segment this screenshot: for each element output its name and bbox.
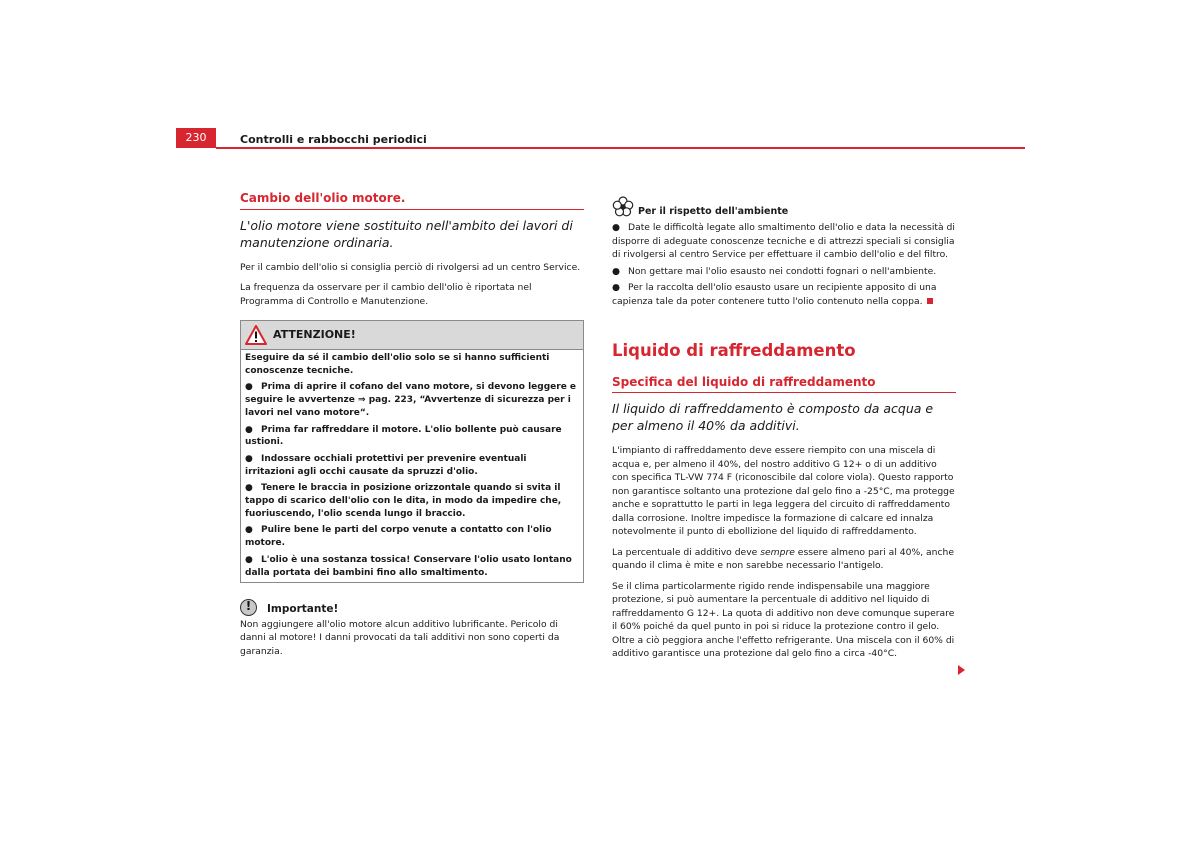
- sub-heading-coolant-spec: Specifica del liquido di raffreddamento: [612, 376, 956, 394]
- exclamation-circle-icon: !: [240, 599, 257, 616]
- paragraph: La percentuale di additivo deve sempre essere almeno pari al 40%, anche quando il clima è mite e non sarebbe necessario l'antigelo.: [612, 546, 955, 571]
- warning-box: [240, 320, 584, 583]
- paragraph: L'impianto di raffreddamento deve essere riempito con una miscela di acqua e, per almeno il 40%, del nostro additivo G 12+ o di un additivo con specifica TL-VW 774 F (riconoscibile dal colore viola). Questo rapporto non garantisce soltanto una protezione dal gelo fino a -25°C, ma protegge anche e soprattutto le parti in lega leggera del circuito di raffreddamento dalla corrosione. Inoltre impedisce la formazione di calcare ed innalza notevolmente il punto di ebollizione del liquido di raffreddamento.: [612, 445, 955, 537]
- bullet-icon: ●: [245, 453, 253, 464]
- environment-item: ● Per la raccolta dell'olio esausto usare un recipiente apposito di una capienza tale da poter contenere tutto l'olio contenuto nella coppa.: [612, 282, 937, 307]
- warning-triangle-icon: [245, 325, 267, 345]
- flower-icon: [612, 196, 634, 218]
- running-title: Controlli e rabbocchi periodici: [240, 133, 427, 146]
- warning-item: ● Indossare occhiali protettivi per prevenire eventuali irritazioni agli occhi causate da spruzzi d'olio.: [245, 453, 527, 477]
- continue-arrow-icon: [958, 665, 965, 675]
- warning-item: ● Tenere le braccia in posizione orizzontale quando si svita il tappo di scarico dell'olio con le dita, in modo da impedire che, fuoriuscendo, l'olio scenda lungo il braccio.: [245, 483, 562, 519]
- environment-item: ● Non gettare mai l'olio esausto nei condotti fognari o nell'ambiente.: [612, 265, 937, 277]
- important-header: [240, 597, 584, 617]
- paragraph: Se il clima particolarmente rigido rende indispensabile una maggiore protezione, si può aumentare la percentuale di additivo nel liquido di raffreddamento G 12+. La quota di additivo non deve comunque superare il 60% poiché da quel punto in poi si riduce la protezione contro il gelo. Oltre a ciò peggiora anche l'effetto refrigerante. Una miscela con il 60% di additivo garantisce una protezione dal gelo fino a circa -40°C.: [612, 580, 955, 659]
- environment-header: [612, 196, 956, 218]
- bullet-icon: ●: [245, 483, 253, 494]
- environment-title: Per il rispetto dell'ambiente: [638, 205, 789, 217]
- bullet-icon: ●: [612, 265, 621, 277]
- warning-item: ● Pulire bene le parti del corpo venute a contatto con l'olio motore.: [245, 525, 552, 549]
- paragraph: La frequenza da osservare per il cambio dell'olio è riportata nel Programma di Controllo e Manutenzione.: [240, 282, 532, 307]
- emphasis: sempre: [760, 546, 795, 558]
- bullet-icon: ●: [612, 282, 621, 293]
- page-number: 230: [176, 128, 216, 148]
- important-title: Importante!: [267, 603, 339, 616]
- paragraph: Per il cambio dell'olio si consiglia perciò di rivolgersi ad un centro Service.: [240, 261, 581, 273]
- bullet-icon: ●: [245, 554, 253, 565]
- right-column: [612, 196, 956, 668]
- header-rule: [216, 147, 1025, 149]
- section-title-coolant: Liquido di raffreddamento: [612, 341, 856, 360]
- end-of-section-marker: [927, 298, 933, 304]
- warning-item: ● Prima di aprire il cofano del vano motore, si devono leggere e seguire le avvertenze ⇒ pag. 223, “Avvertenze di sicurezza per i lavori nel vano motore“.: [245, 382, 577, 418]
- environment-item: ● Date le difficoltà legate allo smaltimento dell'olio e data la necessità di disporre di adeguate conoscenze tecniche e di attrezzi speciali si consiglia di rivolgersi al centro Service per effettuare il cambio dell'olio e del filtro.: [612, 222, 955, 260]
- bullet-icon: ●: [612, 222, 621, 233]
- warning-title: ATTENZIONE!: [273, 328, 356, 342]
- warning-item: ● Prima far raffreddare il motore. L'olio bollente può causare ustioni.: [245, 424, 562, 448]
- warning-header: [241, 321, 583, 350]
- intro-text: L'olio motore viene sostituito nell'ambito dei lavori di manutenzione ordinaria.: [240, 217, 573, 250]
- warning-body: [241, 350, 583, 582]
- bullet-icon: ●: [245, 525, 253, 536]
- bullet-icon: ●: [245, 382, 253, 393]
- important-text: Non aggiungere all'olio motore alcun additivo lubrificante. Pericolo di danni al motore! I danni provocati da tali additivi non sono coperti da garanzia.: [240, 618, 560, 657]
- warning-item: ● L'olio è una sostanza tossica! Conservare l'olio usato lontano dalla portata dei bambini fino allo smaltimento.: [245, 554, 572, 578]
- warning-lead: Eseguire da sé il cambio dell'olio solo se si hanno sufficienti conoscenze tecniche.: [245, 353, 550, 376]
- section-heading-oil-change: Cambio dell'olio motore.: [240, 192, 584, 210]
- intro-text: Il liquido di raffreddamento è composto da acqua e per almeno il 40% da additivi.: [612, 401, 934, 433]
- bullet-icon: ●: [245, 424, 253, 435]
- left-column: [240, 192, 584, 665]
